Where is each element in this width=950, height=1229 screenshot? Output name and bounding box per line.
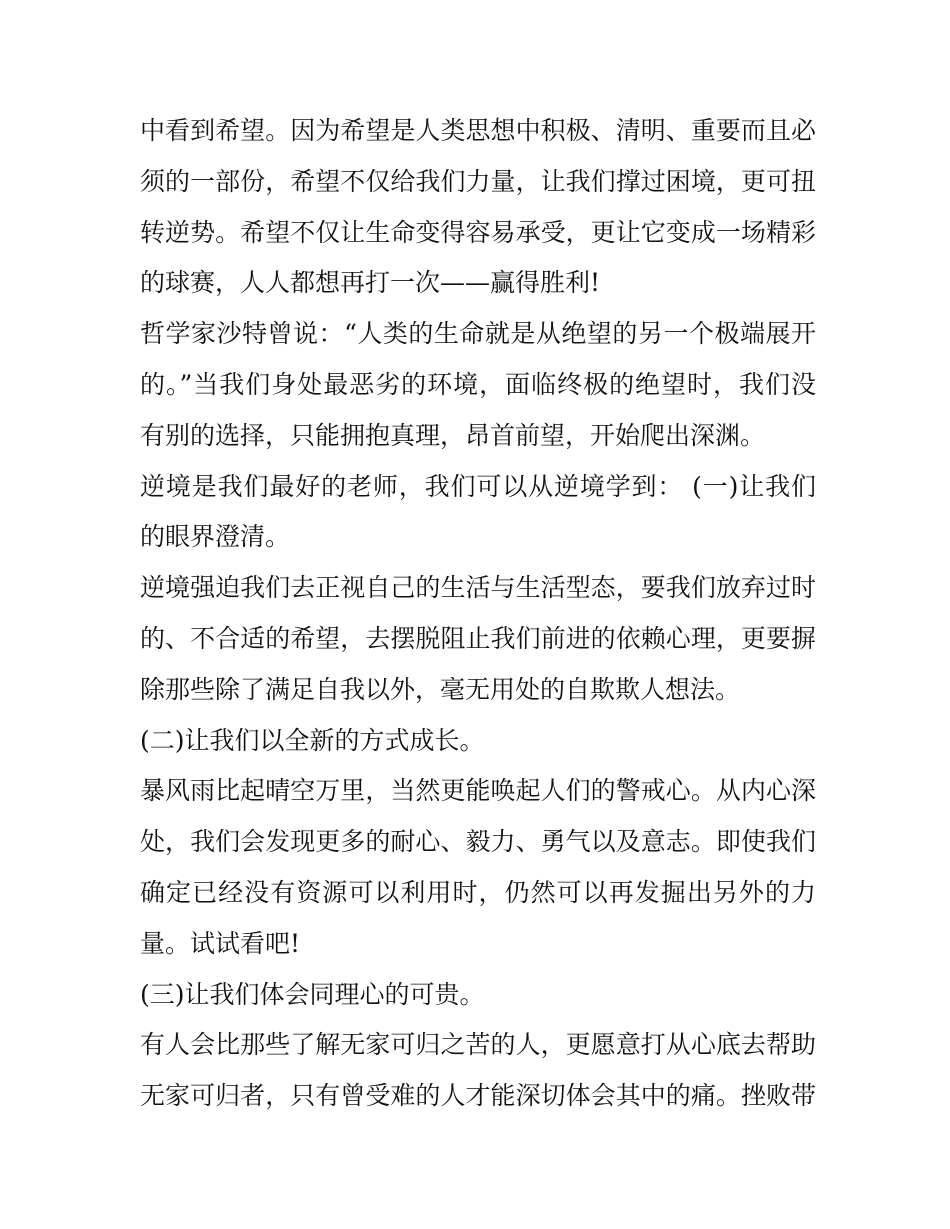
- text-line-19: 有人会比那些了解无家可归之苦的人，更愿意打从心底去帮助: [140, 1030, 816, 1060]
- text-line-8: 逆境是我们最好的老师，我们可以从逆境学到： (一)让我们: [140, 471, 816, 501]
- text-line-5: 哲学家沙特曾说：“人类的生命就是从绝望的另一个极端展开: [140, 319, 816, 349]
- text-line-7: 有别的选择，只能拥抱真理，昂首前望，开始爬出深渊。: [140, 420, 766, 450]
- text-line-2: 须的一部份，希望不仅给我们力量，让我们撑过困境，更可扭: [140, 166, 816, 196]
- text-line-6: 的。”当我们身处最恶劣的环境，面临终极的绝望时，我们没: [140, 369, 816, 399]
- text-line-1: 中看到希望。因为希望是人类思想中积极、清明、重要而且必: [140, 116, 816, 145]
- text-line-9: 的眼界澄清。: [140, 522, 291, 552]
- text-line-3: 转逆势。希望不仅让生命变得容易承受，更让它变成一场精彩: [140, 217, 816, 247]
- text-line-16: 确定已经没有资源可以利用时，仍然可以再发掘出另外的力: [140, 877, 816, 907]
- text-line-15: 处，我们会发现更多的耐心、毅力、勇气以及意志。即使我们: [140, 827, 816, 857]
- document-body: [140, 106, 816, 1122]
- text-line-10: 逆境强迫我们去正视自己的生活与生活型态，要我们放弃过时: [140, 573, 816, 603]
- text-line-14: 暴风雨比起晴空万里，当然更能唤起人们的警戒心。从内心深: [140, 776, 816, 806]
- text-line-17: 量。试试看吧!: [140, 928, 301, 958]
- text-line-11: 的、不合适的希望，去摆脱阻止我们前进的依赖心理，更要摒: [140, 623, 816, 653]
- text-line-13: (二)让我们以全新的方式成长。: [140, 725, 485, 755]
- text-line-12: 除那些除了满足自我以外，毫无用处的自欺欺人想法。: [140, 674, 741, 704]
- text-line-18: (三)让我们体会同理心的可贵。: [140, 979, 485, 1009]
- text-line-4: 的球赛，人人都想再打一次——赢得胜利!: [140, 268, 601, 298]
- text-line-20: 无家可归者，只有曾受难的人才能深切体会其中的痛。挫败带: [140, 1081, 816, 1111]
